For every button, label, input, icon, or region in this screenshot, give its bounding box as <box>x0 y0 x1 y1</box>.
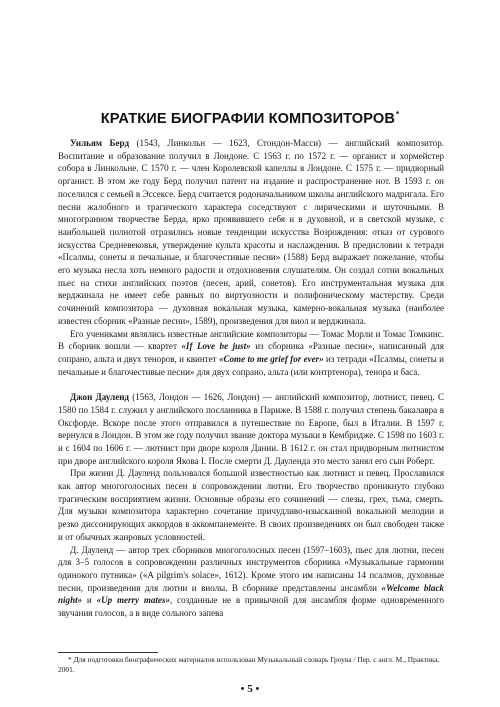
byrd-students-text: из тетради «Псалмы, сонеты и печальные и благочестивые песни» для двух сопрано, альта (или контртенора), тенора и баса. <box>58 353 445 377</box>
song-title: «Welcome black night» <box>58 582 444 606</box>
page-title <box>0 110 500 127</box>
byrd-students-text: Его учениками являлись известные английские композиторы — Томас Морли и Томас Томкинс. В сборник вошли — квартет <box>58 328 444 352</box>
dowland-fame-paragraph: При жизни Д. Дауленд пользовался большой известностью как лютнист и певец. Прославился как автор многоголосных песен в сопровождении лютни. Его творчество проникнуто глубоко трагическим восприятием жизни. Основные образы его сочинений — слезы, грех, тьма, смерть. Для музыки композитора характерно сочетание причудливо-изысканной вокальной мелодии и резко диссонирующих аккордов в аккомпанементе. В своих произведениях он был свободен также и от обычных жанровых условностей. <box>58 468 444 542</box>
byrd-bio-text: (1543, Линкольн — 1623, Стондон-Масси) — английский композитор. Воспитание и образование получил в Лондоне. С 1563 г. по 1572 г. — органист и хормейстер собора в Линкольне. С 1570 г. — член Королевской капеллы в Лондоне. С 1575 г. — придворный органист. В этом же году Берд получил патент на издание и распространение нот. В 1593 г. он поселился с семьей в Эссексе. Берд считается родоначальником школы английского мадригала. Его песни жалобного и трагического характера соседствуют с лирическими и шуточными. В многогранном творчестве Берда, ярко проявившего себя и в духовной, и в светской музыке, с наибольшей полнотой отразились новые тенденции искусства Возрождения: отказ от сурового искусства Средневековья, утверждение культа красоты и наслаждения. В предисловии к тетради «Псалмы, сонеты и печальные, и благочестивые песни» (1588) Берд выражает пожелание, чтобы его музыка несла хоть немного радости и отдохновения слушателям. Он создал сотни вокальных пьес на стихи английских поэтов (песен, арий, сонетов). Его инструментальная музыка для верджинала не имеет себе равных по виртуозности и полифоническому мастерству. Среди сочинений композитора — духовная вокальная музыка, камерно-вокальная музыка (наиболее известен сборник «Разные песни», 1589), произведения для виол и верджинала. <box>58 138 444 326</box>
dowland-bio-text: (1563, Лондон — 1626, Лондон) — английский композитор, лютнист, певец. С 1580 по 1584 г. служил у английского посланника в Париже. В 1588 г. получил степень бакалавра в Оксфорде. Вскоре после этого отправился в путешествие по Европе, был в Италии. В 1597 г. вернулся в Лондон. В этом же году получил звание доктора музыки в Кембридже. С 1598 по 1603 г. и с 1604 по 1606 г. — лютнист при дворе короля Дании. В 1612 г. он стал придворным лютнистом при дворе английского короля Якова I. После смерти Д. Дауленда это место занял его сын Роберт. <box>58 392 444 466</box>
byrd-students-paragraph <box>58 328 444 379</box>
footnote-divider <box>58 652 158 653</box>
footnote: * Для подготовки биографических материалов использован Музыкальный словарь Гроува / Пер. с англ. М., Практика, 2001. <box>58 655 440 675</box>
composer-name-dowland: Джон Дауленд <box>70 392 130 403</box>
song-title: «If Love be just» <box>181 341 251 352</box>
title-text: КРАТКИЕ БИОГРАФИИ КОМПОЗИТОРОВ <box>100 110 395 127</box>
byrd-bio-paragraph <box>58 137 444 328</box>
dowland-works-text: и <box>82 595 97 606</box>
page-number: • 5 • <box>240 683 260 695</box>
title-footnote-mark: * <box>396 110 400 119</box>
song-title: «Come to me grief for ever» <box>218 353 324 364</box>
dowland-bio-paragraph <box>58 391 444 467</box>
composer-name-byrd: Уильям Берд <box>70 138 130 148</box>
dowland-works-paragraph <box>58 544 444 620</box>
dowland-works-text: Д. Дауленд — автор трех сборников многоголосных песен (1597–1603), пьес для лютни, песен для 3–5 голосов в сопровождении различных инструментов сборника «Музыкальные гармонии одинокого путника» («A pilgrim's solace», 1612). Кроме этого им написаны 14 псалмов, духовные песни, произведения для лютни и виолы. В сборнике представлены ансамбли <box>58 544 444 593</box>
byrd-students-text: из сборника «Разные песни», написанный для сопрано, альта и двух теноров, и квинтет <box>58 341 444 364</box>
dowland-works-text: , созданные не в привычной для ансамбля форме одновременного звучания голосов, а в виде сольного запева <box>58 595 444 619</box>
main-text <box>58 137 444 620</box>
song-title: «Up merry mates» <box>96 595 170 606</box>
